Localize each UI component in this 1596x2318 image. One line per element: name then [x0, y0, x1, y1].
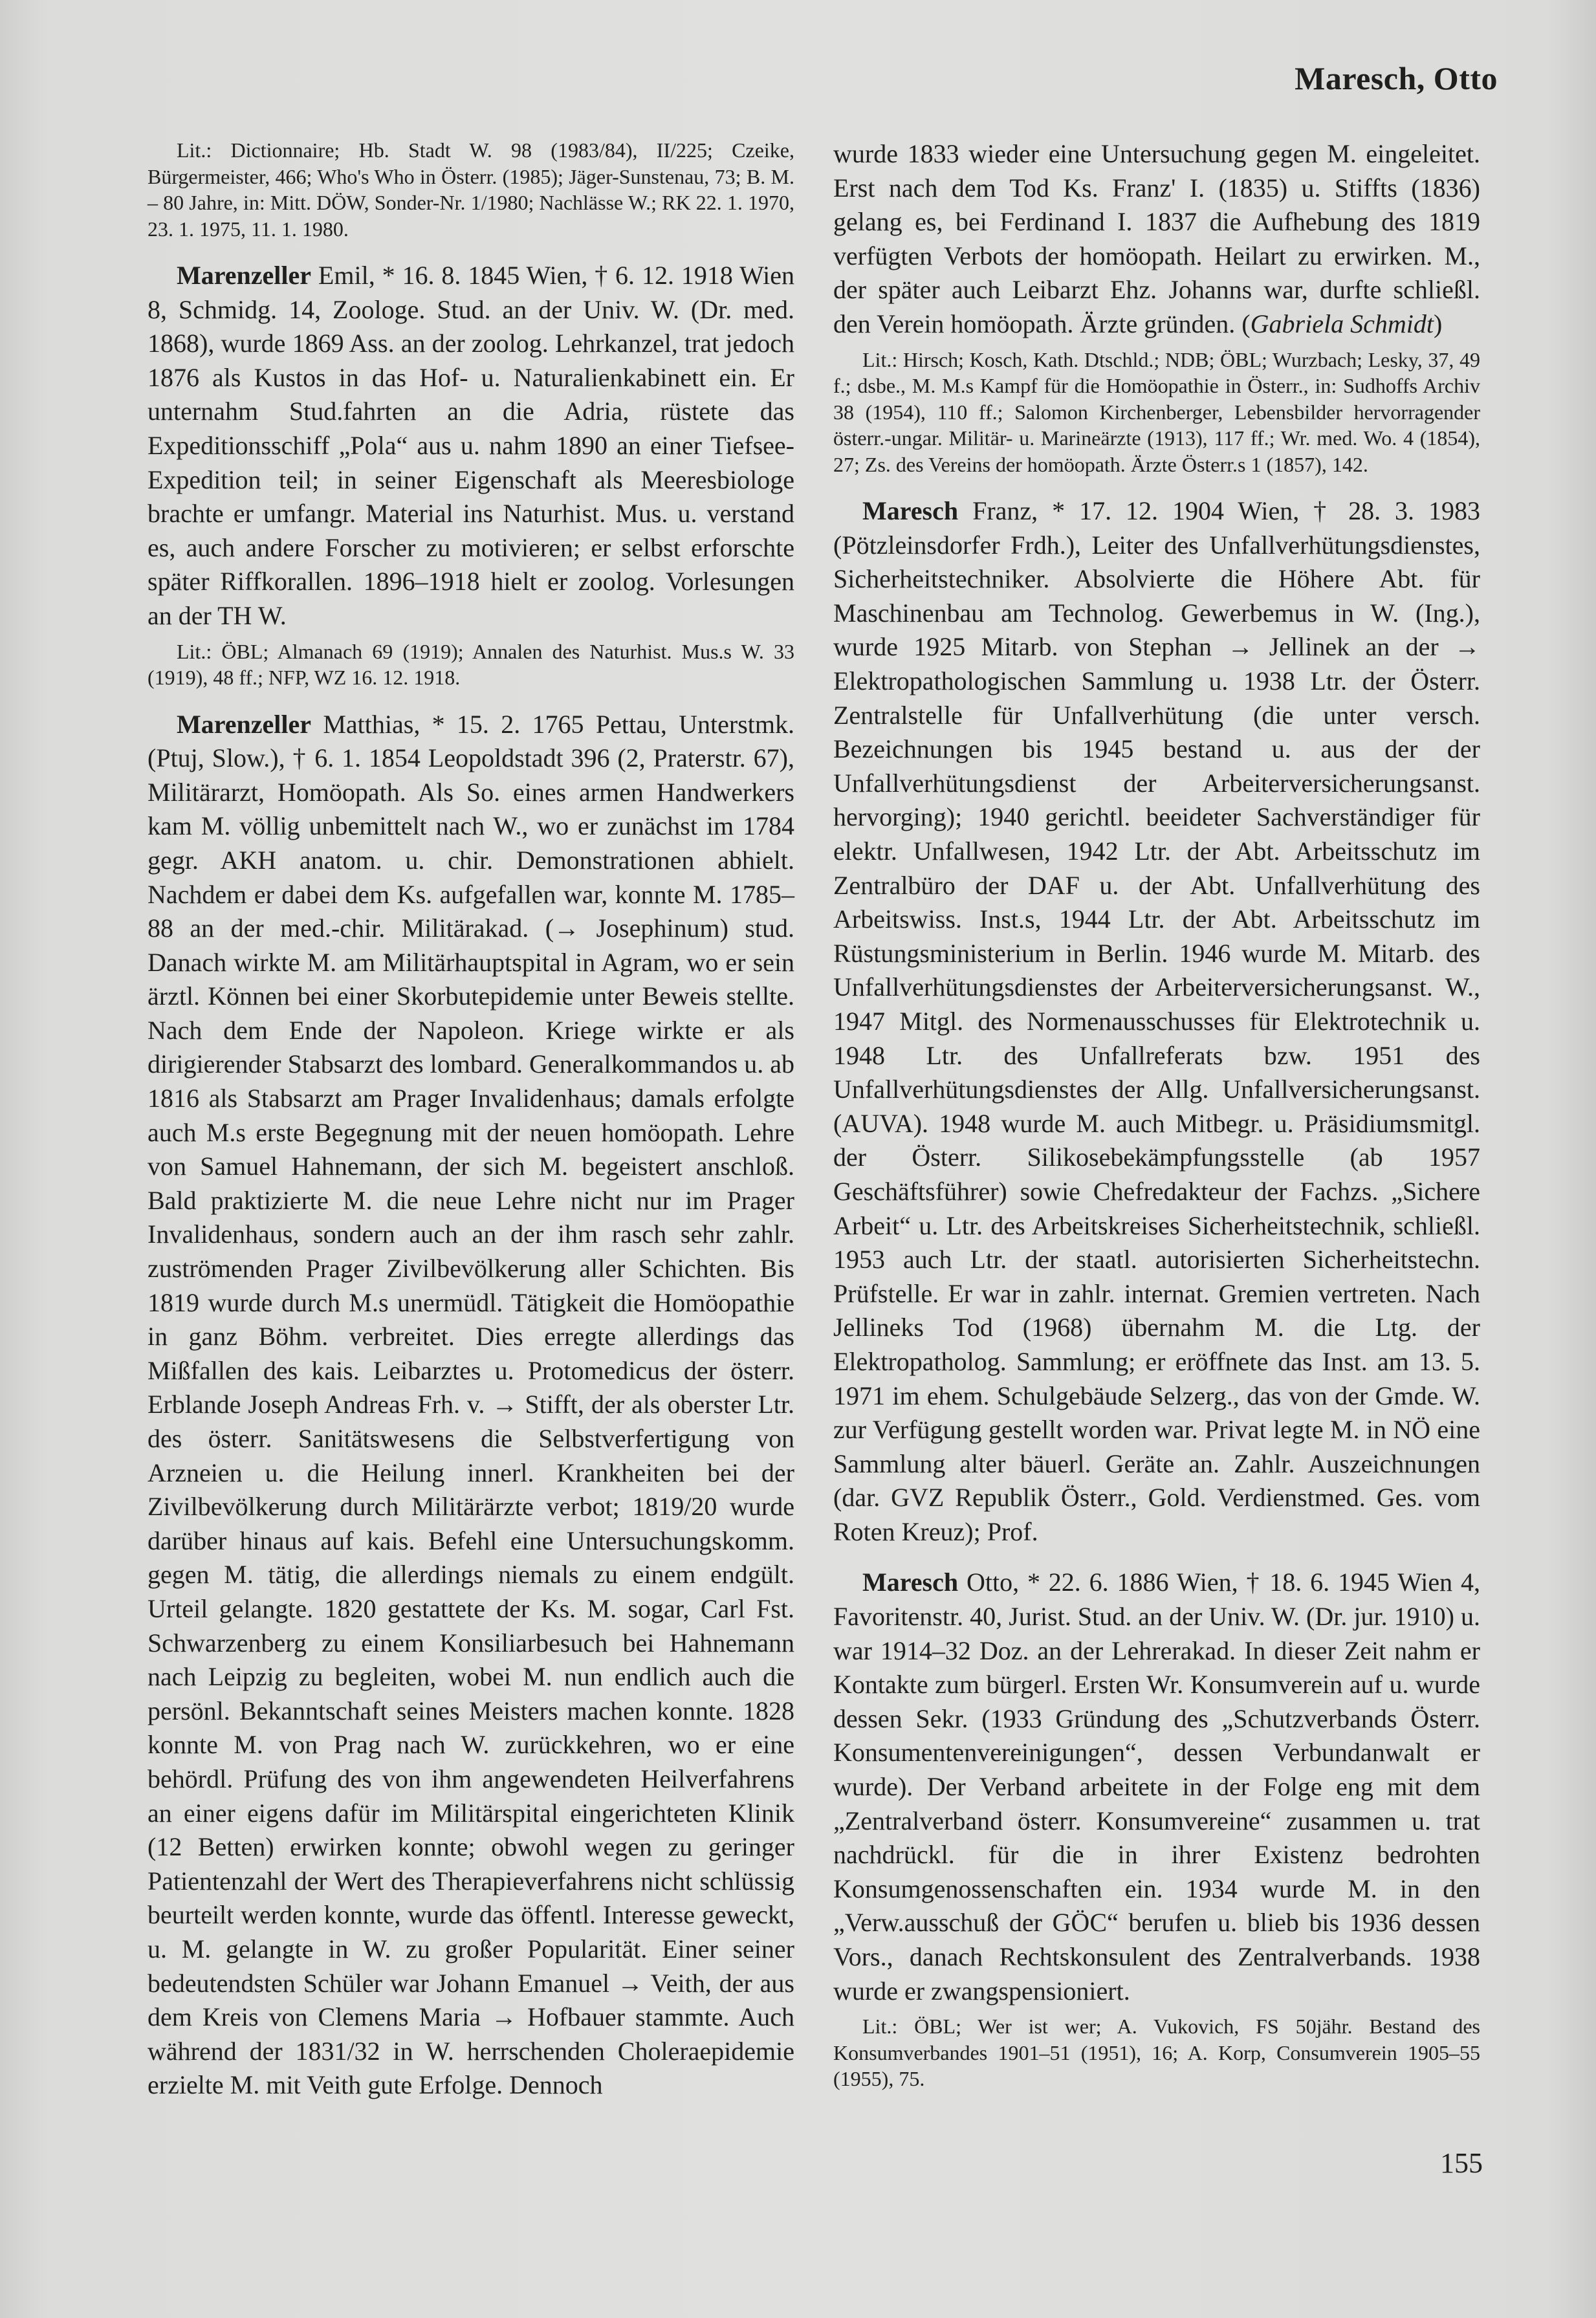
- entry-text: Otto, * 22. 6. 1886 Wien, † 18. 6. 1945 Wien 4, Favoritenstr. 40, Jurist. Stud. an der Univ. W. (Dr. jur. 1910) u. war 1914–32 Doz. an der Lehrerakad. In dieser Zeit nahm er Kontakte zum bürgerl. Ersten Wr. Konsumverein auf u. wurde dessen Sekr. (1933 Gründung des „Schutzverbands Österr. Konsumentenvereinigungen“, dessen Verbundanwalt er wurde). Der Verband arbeitete in der Folge eng mit dem „Zentralverband österr. Konsumvereine“ zusammen u. trat nachdrückl. für die in ihrer Existenz bedrohten Konsumgenossenschaften ein. 1934 wurde M. in den „Verw.ausschuß der GÖC“ berufen u. blieb bis 1936 dessen Vors., danach Rechtskonsulent des Zentralverbands. 1938 wurde er zwangspensioniert.: [833, 1568, 1480, 2006]
- entry-marenzeller-matthias-continued: [833, 137, 1480, 342]
- divider: [148, 691, 794, 708]
- entry-text: Franz, * 17. 12. 1904 Wien, † 28. 3. 1983 (Pötzleinsdorfer Frdh.), Leiter des Unfallverhütungsdienstes, Sicherheitstechniker. Absolvierte die Höhere Abt. für Maschinenbau am Technolog. Gewerbemus in W. (Ing.), wurde 1925 Mitarb. von Stephan → Jellinek an der → Elektropathologischen Sammlung u. 1938 Ltr. der Österr. Zentralstelle für Unfallverhütung (die unter versch. Bezeichnungen bis 1945 bestand u. aus der der Unfallverhütungsdienst der Arbeiterversicherungsanst. hervorging); 1940 gerichtl. beeideter Sachverständiger für elektr. Unfallwesen, 1942 Ltr. der Abt. Arbeitsschutz im Zentralbüro der DAF u. der Abt. Unfallverhütung des Arbeitswiss. Inst.s, 1944 Ltr. der Abt. Arbeitsschutz im Rüstungsministerium in Berlin. 1946 wurde M. Mitarb. des Unfallverhütungsdienstes der Arbeiterversicherungsanst. W., 1947 Mitgl. des Normenausschusses für Elektrotechnik u. 1948 Ltr. des Unfallreferats bzw. 1951 des Unfallverhütungsdienstes der Allg. Unfallversicherungsanst. (AUVA). 1948 wurde M. auch Mitbegr. u. Präsidiumsmitgl. der Österr. Silikosebekämpfungsstelle (ab 1957 Geschäftsführer) sowie Chefredakteur der Fachzs. „Sichere Arbeit“ u. Ltr. des Arbeitskreises Sicherheitstechnik, schließl. 1953 auch Ltr. der staatl. autorisierten Sicherheitstechn. Prüfstelle. Er war in zahlr. internat. Gremien vertreten. Nach Jellineks Tod (1968) übernahm M. die Ltg. der Elektropatholog. Sammlung; er eröffnete das Inst. am 13. 5. 1971 im ehem. Schulgebäude Selzerg., das von der Gmde. W. zur Verfügung gestellt worden war. Privat legte M. in NÖ eine Sammlung alter bäuerl. Geräte an. Zahlr. Auszeichnungen (dar. GVZ Republik Österr., Gold. Verdienstmed. Ges. vom Roten Kreuz); Prof.: [833, 496, 1481, 1546]
- entry-maresch-otto: [833, 1566, 1480, 2008]
- entry-text: Matthias, * 15. 2. 1765 Pettau, Unterstmk. (Ptuj, Slow.), † 6. 1. 1854 Leopoldstadt 396 (2, Praterstr. 67), Militärarzt, Homöopath. Als So. eines armen Handwerkers kam M. völlig unbemittelt nach W., wo er zunächst im 1784 gegr. AKH anatom. u. chir. Demonstrationen abhielt. Nachdem er dabei dem Ks. aufgefallen war, konnte M. 1785–88 an der med.-chir. Militärakad. (→ Josephinum) stud. Danach wirkte M. am Militärhauptspital in Agram, wo er sein ärztl. Können bei einer Skorbutepidemie unter Beweis stellte. Nach dem Ende der Napoleon. Kriege wirkte er als dirigierender Stabsarzt des lombard. Generalkommandos u. ab 1816 als Stabsarzt am Prager Invalidenhaus; damals erfolgte auch M.s erste Begegnung mit der neuen homöopath. Lehre von Samuel Hahnemann, der sich M. begeistert anschloß. Bald praktizierte M. die neue Lehre nicht nur im Prager Invalidenhaus, sondern auch an der ihm rasch sehr zahlr. zuströmenden Prager Zivilbevölkerung aller Schichten. Bis 1819 wurde durch M.s unermüdl. Tätigkeit die Homöopathie in ganz Böhm. verbreitet. Dies erregte allerdings das Mißfallen des kais. Leibarztes u. Protomedicus der österr. Erblande Joseph Andreas Frh. v. → Stifft, der als oberster Ltr. des österr. Sanitätswesens die Selbstverfertigung von Arzneien u. die Heilung innerl. Krankheiten bei der Zivilbevölkerung durch Militärärzte verbot; 1819/20 wurde darüber hinaus auf kais. Befehl eine Untersuchungskomm. gegen M. tätig, die allerdings niemals zu einem endgült. Urteil gelangte. 1820 gestattete der Ks. M. sogar, Carl Fst. Schwarzenberg zu einem Konsiliarbesuch bei Hahnemann nach Leipzig zu begleiten, wobei M. nun endlich auch die persönl. Bekanntschaft seines Meisters machen konnte. 1828 konnte M. von Prag nach W. zurückkehren, wo er eine behördl. Prüfung des von ihm angewendeten Heilverfahrens an einer eigens dafür im Militärspital eingerichteten Klinik (12 Betten) erwirken konnte; obwohl wegen zu geringer Patientenzahl der Wert des Therapieverfahrens nicht schlüssig beurteilt werden konnte, wurde das öffentl. Interesse geweckt, u. M. gelangte in W. zu großer Popularität. Einer seiner bedeutendsten Schüler war Johann Emanuel → Veith, der aus dem Kreis von Clemens Maria → Hofbauer stammte. Auch während der 1831/32 in W. herrschenden Choleraepidemie erzielte M. mit Veith gute Erfolge. Dennoch: [148, 709, 795, 2100]
- entry-text: ): [1433, 309, 1443, 338]
- literature-note: Lit.: ÖBL; Wer ist wer; A. Vukovich, FS 50jähr. Bestand des Konsumverbandes 1901–51 (1951), 16; A. Korp, Consumverein 1905–55 (1955), 75.: [833, 2015, 1480, 2091]
- left-column: [148, 137, 794, 2103]
- entry-text: Emil, * 16. 8. 1845 Wien, † 6. 12. 1918 Wien 8, Schmidg. 14, Zoologe. Stud. an der Univ. W. (Dr. med. 1868), wurde 1869 Ass. an der zoolog. Lehrkanzel, trat jedoch 1876 als Kustos in das Hof- u. Naturalienkabinett ein. Er unternahm Stud.fahrten an die Adria, rüstete das Expeditionsschiff „Pola“ aus u. nahm 1890 an einer Tiefsee-Expedition teil; in seiner Eigenschaft als Meeresbiologe brachte er umfangr. Material ins Naturhist. Mus. u. verstand es, auch andere Forscher zu motivieren; er selbst erforschte später Riffkorallen. 1896–1918 hielt er zoolog. Vorlesungen an der TH W.: [148, 261, 794, 630]
- entry-maresch-franz: [833, 494, 1480, 1549]
- divider: [148, 242, 794, 259]
- entry-marenzeller-matthias: [148, 708, 794, 2103]
- running-head: Maresch, Otto: [1295, 60, 1498, 96]
- entry-text: wurde 1833 wieder eine Untersuchung gegen M. eingeleitet. Erst nach dem Tod Ks. Franz' I. (1835) u. Stiffts (1836) gelang es, bei Ferdinand I. 1837 die Aufhebung des 1819 verfügten Verbots der homöopath. Heilart zu erwirken. M., der später auch Leibarzt Ehz. Johanns war, durfte schließl. den Verein homöopath. Ärzte gründen. (: [833, 139, 1480, 338]
- divider: [833, 1549, 1480, 1566]
- page-number: 155: [1440, 2147, 1483, 2179]
- literature-note: Lit.: Hirsch; Kosch, Kath. Dtschld.; NDB; ÖBL; Wurzbach; Lesky, 37, 49 f.; dsbe., M. M.s Kampf für die Homöopathie in Österr., in: Sudhoffs Archiv 38 (1954), 110 ff.; Salomon Kirchenberger, Lebensbilder hervorragender österr.-ungar. Militär- u. Marineärzte (1913), 117 ff.; Wr. med. Wo. 4 (1854), 27; Zs. des Vereins der homöopath. Ärzte Österr.s 1 (1857), 142.: [833, 347, 1480, 476]
- divider: [833, 477, 1480, 494]
- entry-lemma: Marenzeller: [177, 709, 312, 739]
- literature-note: Lit.: ÖBL; Almanach 69 (1919); Annalen des Naturhist. Mus.s W. 33 (1919), 48 ff.; NFP, WZ 16. 12. 1918.: [148, 639, 794, 690]
- entry-marenzeller-emil: [148, 259, 794, 633]
- right-column: [833, 137, 1480, 2092]
- literature-note: Lit.: Dictionnaire; Hb. Stadt W. 98 (1983/84), II/225; Czeike, Bürgermeister, 466; Who's Who in Österr. (1985); Jäger-Sunstenau, 73; B. M. – 80 Jahre, in: Mitt. DÖW, Sonder-Nr. 1/1980; Nachlässe W.; RK 22. 1. 1970, 23. 1. 1975, 11. 1. 1980.: [148, 138, 794, 241]
- entry-lemma: Marenzeller: [177, 261, 312, 290]
- author-name: Gabriela Schmidt: [1250, 309, 1434, 338]
- entry-lemma: Maresch: [862, 1568, 959, 1597]
- entry-lemma: Maresch: [862, 496, 959, 526]
